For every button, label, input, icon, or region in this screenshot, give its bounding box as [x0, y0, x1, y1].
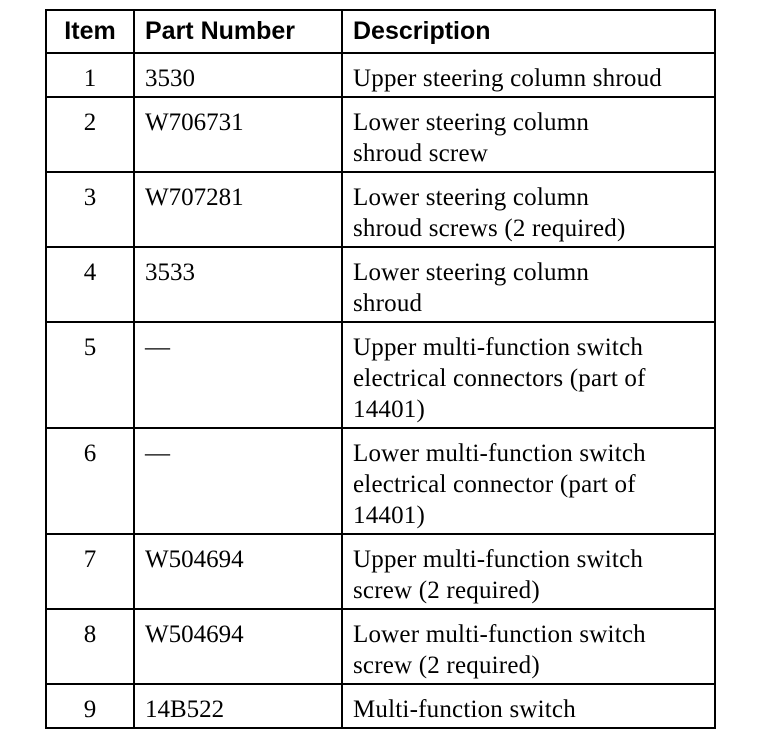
description-line: Lower steering column [353, 184, 590, 211]
part-number-cell: — [134, 428, 342, 534]
description-cell [342, 97, 715, 172]
table-row [46, 53, 715, 97]
description-cell [342, 609, 715, 684]
table-row [46, 322, 715, 428]
description-line: Lower multi-function switch [353, 440, 646, 467]
item-number-cell: 6 [46, 428, 134, 534]
item-number-cell: 1 [46, 53, 134, 97]
description-line: shroud screws (2 required) [353, 215, 626, 242]
header-row [46, 10, 715, 53]
description-line: screw (2 required) [353, 577, 540, 604]
part-number-cell: W706731 [134, 97, 342, 172]
description-line: Upper multi-function switch [353, 546, 644, 573]
part-number-cell: 14B522 [134, 684, 342, 728]
table-row [46, 247, 715, 322]
item-number-cell: 3 [46, 172, 134, 247]
description-cell [342, 172, 715, 247]
description-line: Lower steering column [353, 109, 590, 136]
item-number-cell: 9 [46, 684, 134, 728]
description-cell [342, 534, 715, 609]
description-line: 14401) [353, 502, 426, 529]
item-number-cell: 2 [46, 97, 134, 172]
table-row [46, 609, 715, 684]
table-row [46, 684, 715, 728]
description-line: Upper multi-function switch [353, 334, 644, 361]
item-number-cell: 8 [46, 609, 134, 684]
table-row [46, 172, 715, 247]
description-line: electrical connectors (part of [353, 365, 646, 392]
part-number-cell: — [134, 322, 342, 428]
item-number-cell: 7 [46, 534, 134, 609]
description-line: Lower steering column [353, 259, 590, 286]
part-number-cell: 3533 [134, 247, 342, 322]
table-row [46, 97, 715, 172]
part-number-cell: 3530 [134, 53, 342, 97]
item-number-cell: 5 [46, 322, 134, 428]
header-part-number: Part Number [134, 10, 342, 53]
description-line: screw (2 required) [353, 652, 540, 679]
description-line: shroud [353, 290, 423, 317]
item-number-cell: 4 [46, 247, 134, 322]
description-cell [342, 247, 715, 322]
description-line: Upper steering column shroud [353, 65, 663, 92]
description-line: shroud screw [353, 140, 489, 167]
header-item: Item [46, 10, 134, 53]
part-number-cell: W504694 [134, 534, 342, 609]
part-number-cell: W504694 [134, 609, 342, 684]
table-row [46, 534, 715, 609]
header-description: Description [342, 10, 715, 53]
description-line: Multi-function switch [353, 696, 576, 723]
description-line: electrical connector (part of [353, 471, 636, 498]
description-line: 14401) [353, 396, 426, 423]
parts-table-body [46, 53, 715, 728]
description-line: Lower multi-function switch [353, 621, 646, 648]
table-row [46, 428, 715, 534]
description-cell [342, 322, 715, 428]
description-cell [342, 53, 715, 97]
part-number-cell: W707281 [134, 172, 342, 247]
parts-table [45, 9, 716, 729]
description-cell [342, 684, 715, 728]
description-cell [342, 428, 715, 534]
